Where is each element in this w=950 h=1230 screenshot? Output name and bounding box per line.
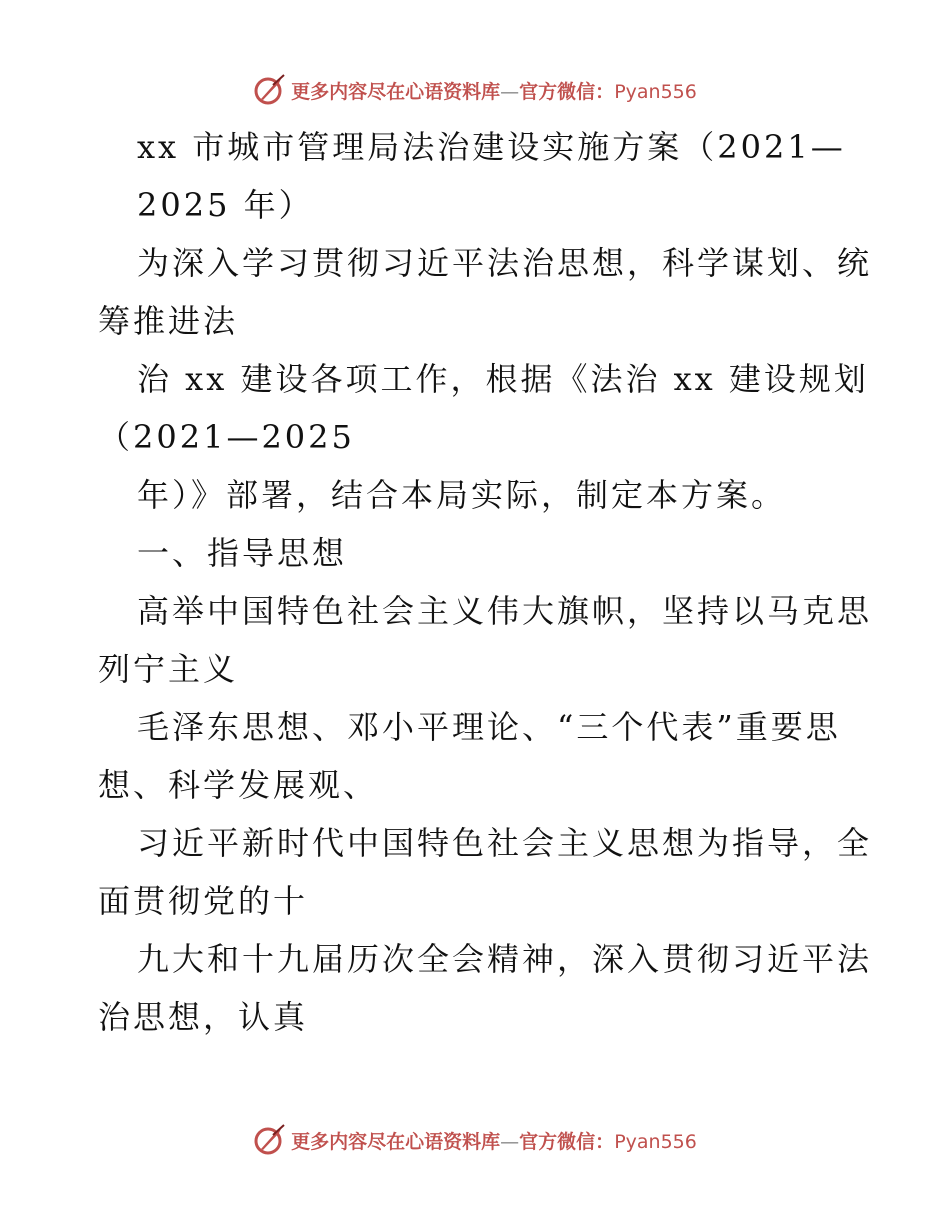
banner-text [291,77,697,104]
banner-dash: — [500,80,520,103]
doc-title-line-2: 2025 年） [137,186,314,224]
doc-section-heading: 一、指导思想 [137,534,348,572]
banner-wechat-label: 官方微信： [519,80,615,103]
header-banner [0,70,950,110]
doc-paragraph-line: 高举中国特色社会主义伟大旗帜，坚持以马克思 [137,592,873,630]
doc-paragraph-line: 治思想，认真 [98,998,309,1036]
footer-banner [0,1120,950,1160]
doc-paragraph-line: 治 xx 建设各项工作，根据《法治 xx 建设规划 [137,360,869,398]
quill-circle-icon [253,73,287,107]
doc-paragraph-line: 习近平新时代中国特色社会主义思想为指导，全 [137,824,873,862]
banner-dash: — [500,1130,520,1153]
banner-wechat-id: Pyan556 [614,80,697,103]
doc-title-line-1: xx 市城市管理局法治建设实施方案（2021— [137,128,846,166]
banner-promo: 更多内容尽在心语资料库 [291,80,501,103]
doc-paragraph-line: 筹推进法 [98,302,239,340]
banner-promo: 更多内容尽在心语资料库 [291,1130,501,1153]
banner-text [291,1127,697,1154]
doc-paragraph-line: 面贯彻党的十 [98,882,309,920]
banner-wechat-id: Pyan556 [614,1130,697,1153]
doc-paragraph-line: 为深入学习贯彻习近平法治思想，科学谋划、统 [137,244,873,282]
doc-paragraph-line: （2021—2025 [98,418,355,456]
quill-circle-icon [253,1123,287,1157]
banner-wechat-label: 官方微信： [519,1130,615,1153]
doc-paragraph-line: 九大和十九届历次全会精神，深入贯彻习近平法 [137,940,873,978]
doc-paragraph-line: 年）》部署，结合本局实际，制定本方案。 [137,476,787,514]
doc-paragraph-line: 列宁主义 [98,650,239,688]
doc-paragraph-line: 毛泽东思想、邓小平理论、“三个代表”重要思 [137,708,841,746]
doc-paragraph-line: 想、科学发展观、 [98,766,379,804]
